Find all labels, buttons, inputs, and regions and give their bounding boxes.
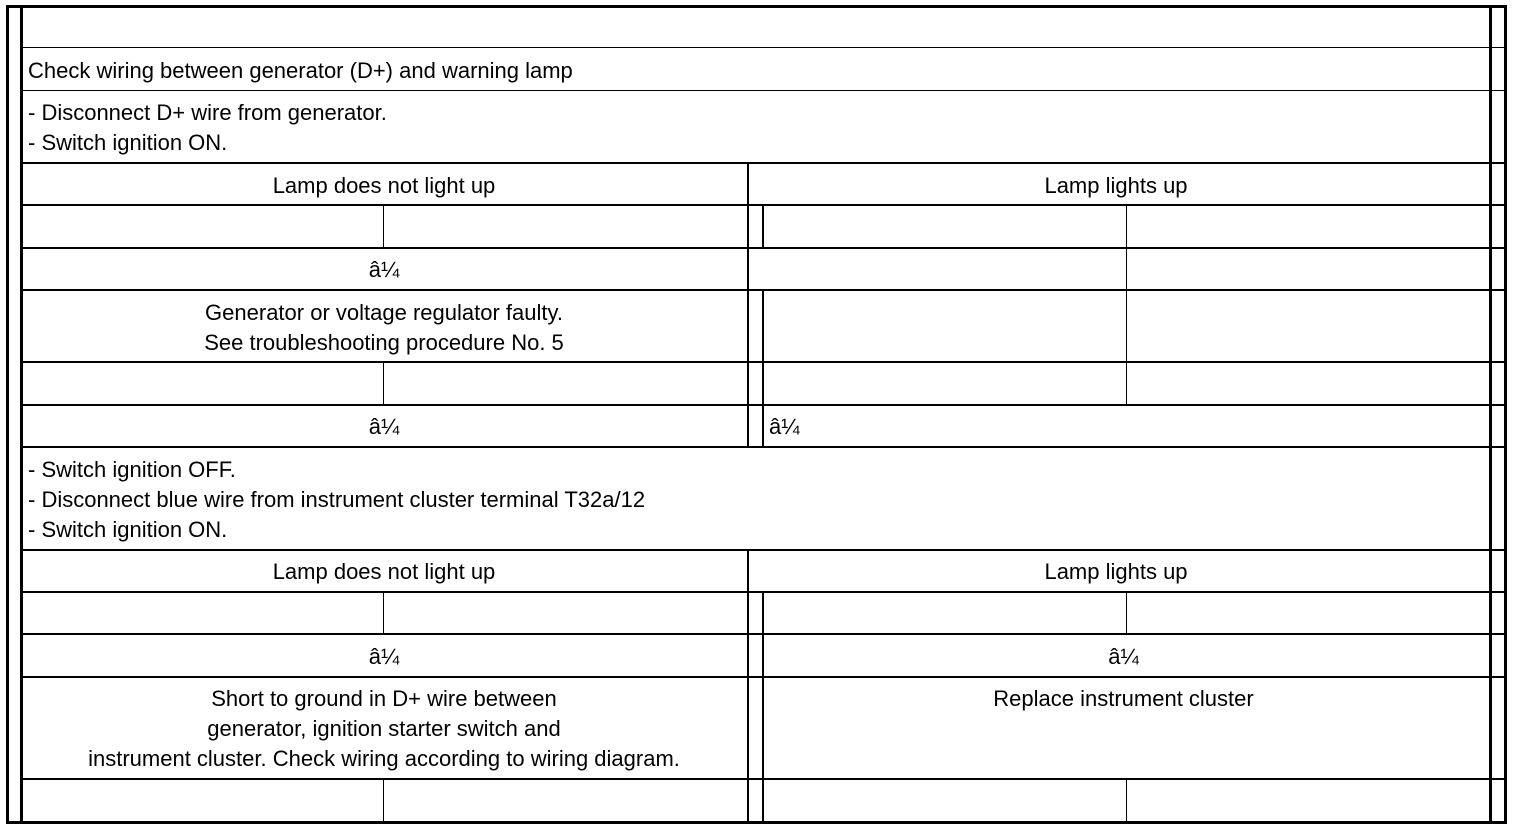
step1-result-no-light: Lamp does not light up: [272, 173, 496, 198]
row-divider: [20, 549, 1507, 551]
column-divider: [1126, 779, 1127, 823]
step1-result-light: Lamp lights up: [1044, 173, 1188, 198]
step2-result-light: Lamp lights up: [1044, 559, 1188, 584]
column-divider: [762, 205, 764, 248]
column-divider: [747, 163, 749, 447]
step1-arrow-right: â¼: [769, 414, 800, 439]
column-divider: [1126, 205, 1127, 405]
frame-border: [1489, 5, 1492, 824]
step2-conclusion-light: Replace instrument cluster: [993, 686, 1254, 711]
step2-arrow-left: â¼: [368, 644, 400, 669]
column-divider: [1126, 592, 1127, 635]
step1-conclusion-no-light: Generator or voltage regulator faulty. See troubleshooting procedure No. 5: [204, 300, 564, 355]
frame-border: [6, 821, 1507, 824]
step1-arrow-left: â¼: [368, 257, 400, 282]
step2-conclusion-no-light: Short to ground in D+ wire between generator, ignition starter switch and instrument cluster. Check wiring according to wiring diagram.: [88, 686, 680, 771]
step2-arrow-right: â¼: [1108, 644, 1139, 669]
column-divider: [383, 779, 384, 823]
row-divider: [20, 47, 1507, 48]
frame-border: [1504, 5, 1507, 824]
frame-border: [6, 5, 1507, 8]
column-divider: [747, 550, 749, 823]
step2-instructions: - Switch ignition OFF. - Disconnect blue wire from instrument cluster terminal T32a/12 - Switch ignition ON.: [28, 457, 646, 542]
row-divider: [20, 90, 1507, 91]
row-divider: [20, 162, 1507, 164]
step2-result-no-light: Lamp does not light up: [272, 559, 496, 584]
column-divider: [383, 362, 384, 405]
frame-border: [6, 5, 9, 824]
column-divider: [383, 205, 384, 248]
step1-arrow-left-2: â¼: [368, 414, 400, 439]
procedure-title: Check wiring between generator (D+) and warning lamp: [28, 58, 573, 83]
column-divider: [762, 290, 764, 447]
step1-instructions: - Disconnect D+ wire from generator. - Switch ignition ON.: [28, 100, 387, 155]
column-divider: [383, 592, 384, 635]
